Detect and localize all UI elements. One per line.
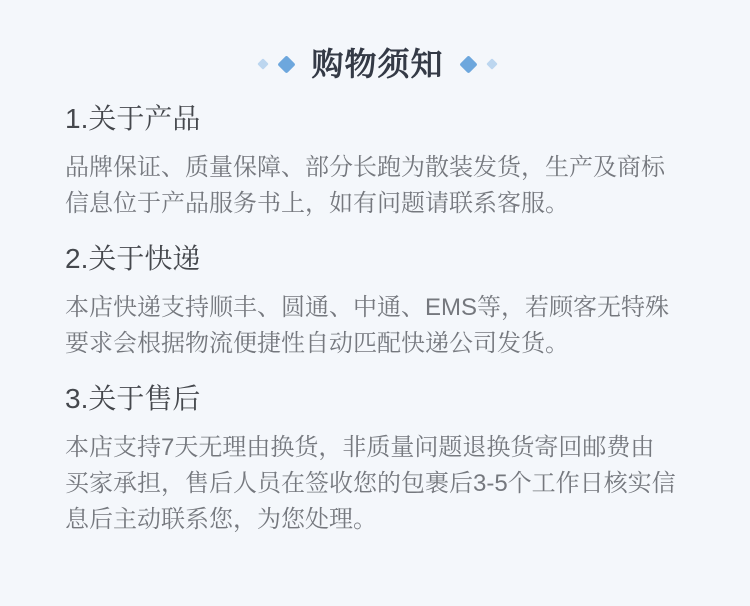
diamond-icon bbox=[278, 55, 296, 73]
body-line: 买家承担，售后人员在签收您的包裹后3-5个工作日核实信 bbox=[65, 470, 676, 497]
section-shipping bbox=[65, 242, 690, 362]
body-line: 息后主动联系您，为您处理。 bbox=[65, 506, 377, 533]
section-heading: 2.关于快递 bbox=[65, 243, 201, 274]
diamond-icon bbox=[459, 55, 477, 73]
body-line: 品牌保证、质量保障、部分长跑为散装发货，生产及商标 bbox=[65, 154, 665, 181]
section-heading: 3.关于售后 bbox=[65, 383, 201, 414]
body-line: 本店快递支持顺丰、圆通、中通、EMS等，若顾客无特殊 bbox=[65, 294, 670, 321]
diamond-icon bbox=[486, 58, 497, 69]
section-aftersales bbox=[65, 382, 690, 538]
page-title-row bbox=[65, 46, 690, 82]
section-heading: 1.关于产品 bbox=[65, 103, 201, 134]
body-line: 要求会根据物流便捷性自动匹配快递公司发货。 bbox=[65, 330, 569, 357]
section-body bbox=[65, 290, 690, 362]
section-body bbox=[65, 150, 690, 222]
page-title: 购物须知 bbox=[311, 46, 444, 82]
section-body bbox=[65, 430, 690, 538]
body-line: 信息位于产品服务书上，如有问题请联系客服。 bbox=[65, 190, 569, 217]
diamond-icon bbox=[258, 58, 269, 69]
body-line: 本店支持7天无理由换货，非质量问题退换货寄回邮费由 bbox=[65, 434, 655, 461]
section-product bbox=[65, 102, 690, 222]
